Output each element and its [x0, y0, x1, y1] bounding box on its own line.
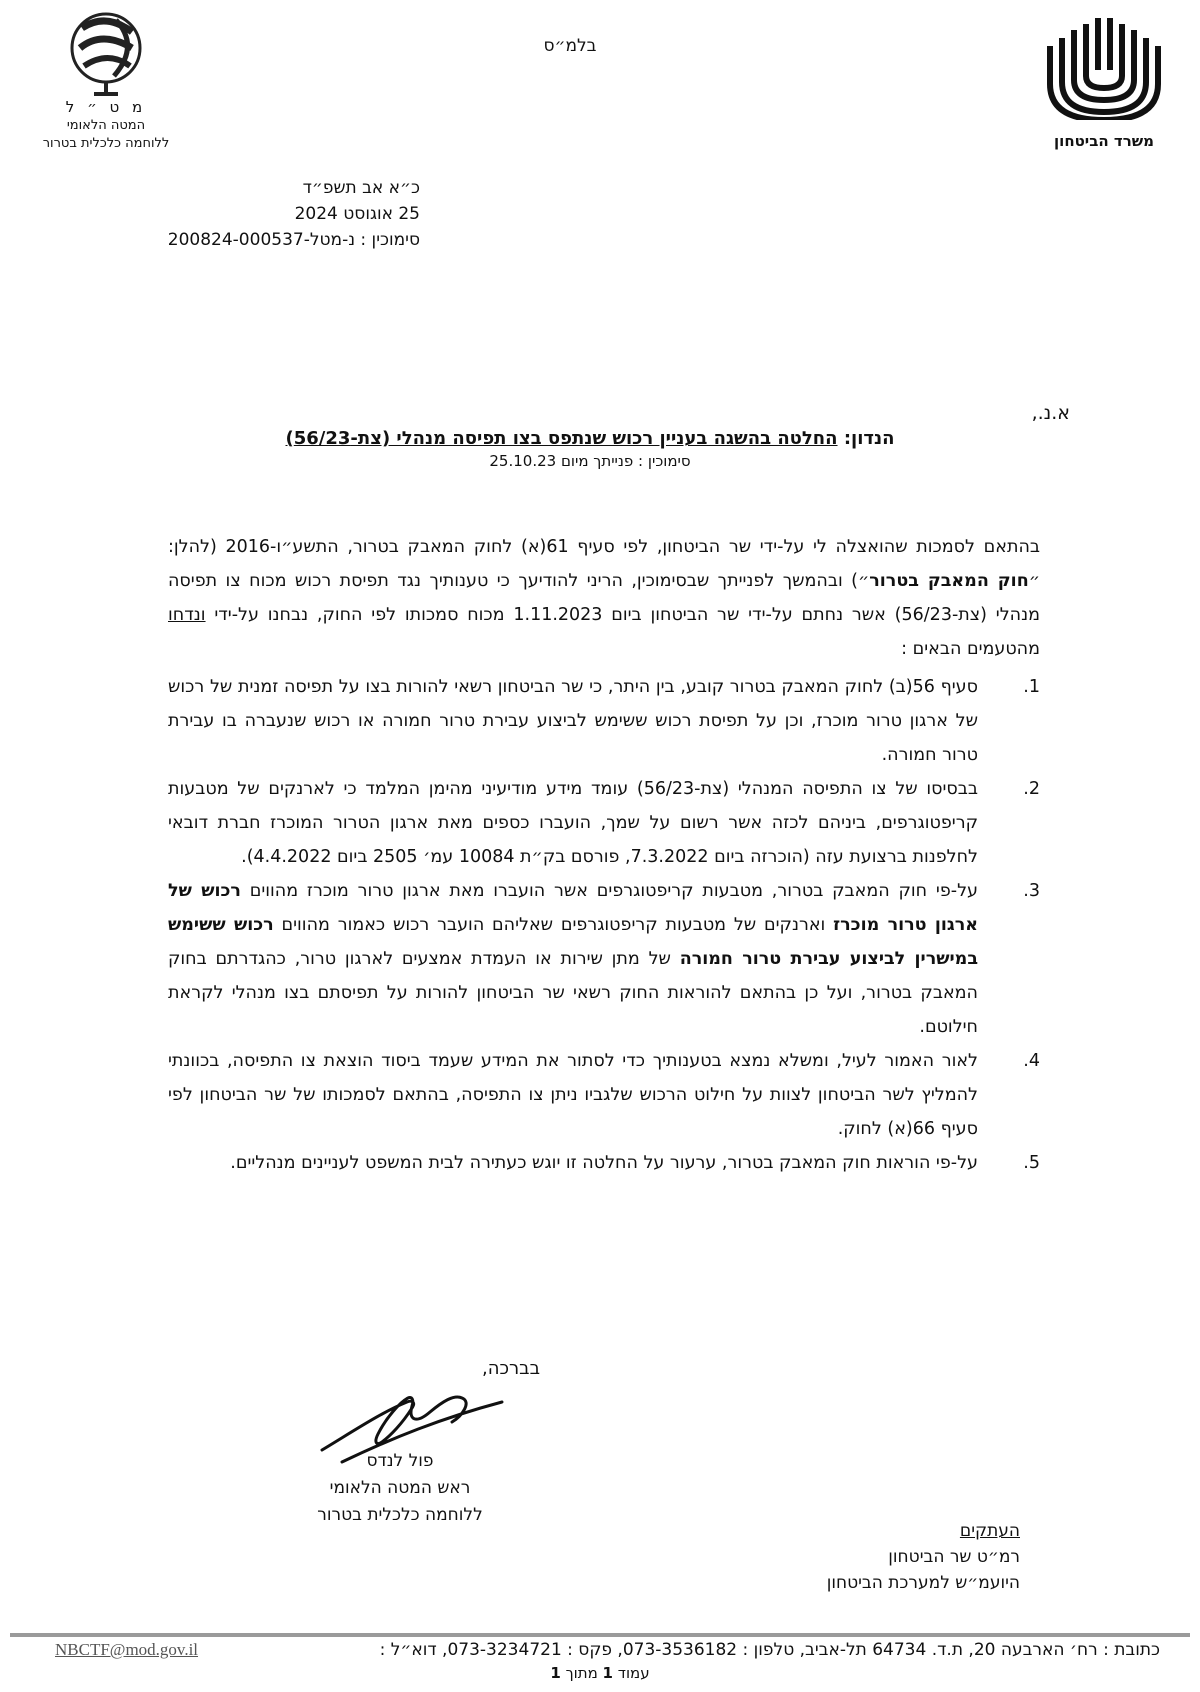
- item3-text-e: של מתן שירות או העמדת אמצעים לארגון טרור, כהגדרתם בחוק המאבק בטרור, ועל כן בהתאם להוראות החוק רשאי שר הביטחון להורות על תפיסתם בצו מנהלי לקראת חילוטם.: [168, 949, 978, 1037]
- intro-text-e: מהטעמים הבאים :: [901, 639, 1040, 659]
- list-item: [168, 874, 1040, 1044]
- closing-greeting: בברכה,: [482, 1358, 540, 1379]
- list-item-text: [168, 874, 978, 1044]
- list-item: [168, 1146, 1040, 1180]
- list-item-text: לאור האמור לעיל, ומשלא נמצא בטענותיך כדי לסתור את המידע שעמד ביסוד הוצאת צו התפיסה, בכוונתי להמליץ לשר הביטחון לצוות על חילוט הרכוש שלגביו ניתן צו התפיסה, בהתאם לסמכותו של שר הביטחון לפי סעיף 66(א) לחוק.: [168, 1051, 978, 1139]
- page-current: 1: [602, 1664, 613, 1682]
- gregorian-date: 25 אוגוסט 2024: [294, 204, 420, 224]
- copies-title: העתקים: [959, 1521, 1020, 1541]
- footer-divider: [10, 1633, 1190, 1637]
- reference-number: סימוכין : נ-מטל-200824-000537: [167, 230, 420, 250]
- signer-name: פול לנדס: [366, 1451, 434, 1471]
- motal-logo-letters: מ ט ״ ל: [65, 98, 147, 116]
- intro-text-c: ״) ובהמשך לפנייתך שבסימוכין, הריני להודיעך כי טענותיך נגד תפיסת רכוש מכוח צו תפיסה מנהלי (צת-56/23) אשר נחתם על-ידי שר הביטחון ביום 1.11.2023 מכוח סמכותו לפי החוק, נבחנו על-ידי: [168, 571, 1040, 625]
- intro-law-name: חוק המאבק בטרור: [869, 571, 1029, 591]
- classification-marking: בלמ״ס: [543, 36, 597, 56]
- letter-body: [168, 530, 1040, 1180]
- motal-name-line1: המטה הלאומי: [66, 118, 146, 133]
- date-block: [120, 175, 420, 253]
- copies-block: [600, 1518, 1020, 1596]
- page-mid: מתוך: [560, 1664, 603, 1682]
- list-item: [168, 670, 1040, 772]
- subject-label: הנדון:: [843, 428, 895, 449]
- signer-title-line2: ללוחמה כלכלית בטרור: [317, 1505, 483, 1525]
- recipient-salutation: א.נ.,: [1031, 402, 1070, 424]
- globe-logo-icon: [36, 6, 176, 98]
- ministry-logo-text: משרד הביטחון: [1054, 132, 1154, 150]
- intro-text-a: בהתאם לסמכות שהואצלה לי על-ידי שר הביטחון, לפי סעיף 61(א) לחוק המאבק בטרור, התשע״ו-2016 (להלן: ״: [168, 537, 1040, 591]
- list-item-number: 2.: [1023, 779, 1040, 799]
- item3-text-a: על-פי חוק המאבק בטרור, מטבעות קריפטוגרפים אשר הועברו מאת ארגון טרור מוכרז מהווים: [240, 881, 978, 901]
- list-item-number: 3.: [1023, 881, 1040, 901]
- intro-rejected: ונדחו: [168, 605, 206, 625]
- list-item-number: 1.: [1023, 677, 1040, 697]
- page-prefix: עמוד: [612, 1664, 650, 1682]
- list-item: [168, 1044, 1040, 1146]
- list-item-text: על-פי הוראות חוק המאבק בטרור, ערעור על החלטה זו יוגש כעתירה לבית המשפט לעניינים מנהליים.: [230, 1153, 978, 1173]
- subject-reference: סימוכין : פנייתך מיום 25.10.23: [489, 452, 691, 470]
- item3-bold-b: רכוש ששימש במישרין לביצוע עבירת טרור חמורה: [168, 915, 978, 969]
- footer-email-link[interactable]: NBCTF@mod.gov.il: [55, 1640, 199, 1659]
- hebrew-date: כ״א אב תשפ״ד: [302, 178, 420, 198]
- list-item-number: 5.: [1023, 1153, 1040, 1173]
- copies-recipient: היועמ״ש למערכת הביטחון: [826, 1573, 1020, 1593]
- copies-recipient: רמ״ט שר הביטחון: [888, 1547, 1020, 1567]
- footer-address: כתובת : רח׳ הארבעה 20, ת.ד. 64734 תל-אביב, טלפון : 073-3536182, פקס : 073-3234721, דוא״ל :: [379, 1640, 1160, 1660]
- subject-line: [200, 428, 980, 449]
- ministry-logo-icon: [1034, 10, 1174, 120]
- subject-text: החלטה בהשגה בעניין רכוש שנתפס בצו תפיסה מנהלי (צת-56/23): [285, 428, 838, 449]
- list-item-text: סעיף 56(ב) לחוק המאבק בטרור קובע, בין היתר, כי שר הביטחון רשאי להורות בצו על תפיסה זמנית של רכוש של ארגון טרור מוכרז, וכן על תפיסת רכוש ששימש לביצוע עבירת טרור חמורה או רכוש שנעברה בו עבירת טרור חמורה.: [168, 677, 978, 765]
- motal-name-line2: ללוחמה כלכלית בטרור: [42, 136, 170, 151]
- motal-logo: [36, 6, 176, 156]
- list-item: [168, 772, 1040, 874]
- item3-text-c: וארנקים של מטבעות קריפטוגרפים שאליהם הועבר רכוש כאמור מהווים: [273, 915, 834, 935]
- list-item-number: 4.: [1023, 1051, 1040, 1071]
- page-number: [450, 1664, 750, 1682]
- signer-title-line1: ראש המטה הלאומי: [329, 1478, 471, 1498]
- list-item-text: בבסיסו של צו התפיסה המנהלי (צת-56/23) עומד מידע מודיעיני מהימן המלמד כי לארנקים של מטבעות קריפטוגרפים, ביניהם לכזה אשר רשום על שמך, הועברו כספים מאת ארגון הטרור המוכרז חברת דובאי לחלפנות ברצועת עזה (הוכרזה ביום 7.3.2022, פורסם בק״ת 10084 עמ׳ 2505 ביום 4.4.2022).: [168, 779, 978, 867]
- item3-bold-a: רכוש של ארגון טרור מוכרז: [168, 881, 978, 935]
- signer-block: [280, 1448, 520, 1529]
- intro-paragraph: [168, 530, 1040, 666]
- page-total: 1: [550, 1664, 561, 1682]
- ministry-of-defense-logo: [1034, 10, 1174, 150]
